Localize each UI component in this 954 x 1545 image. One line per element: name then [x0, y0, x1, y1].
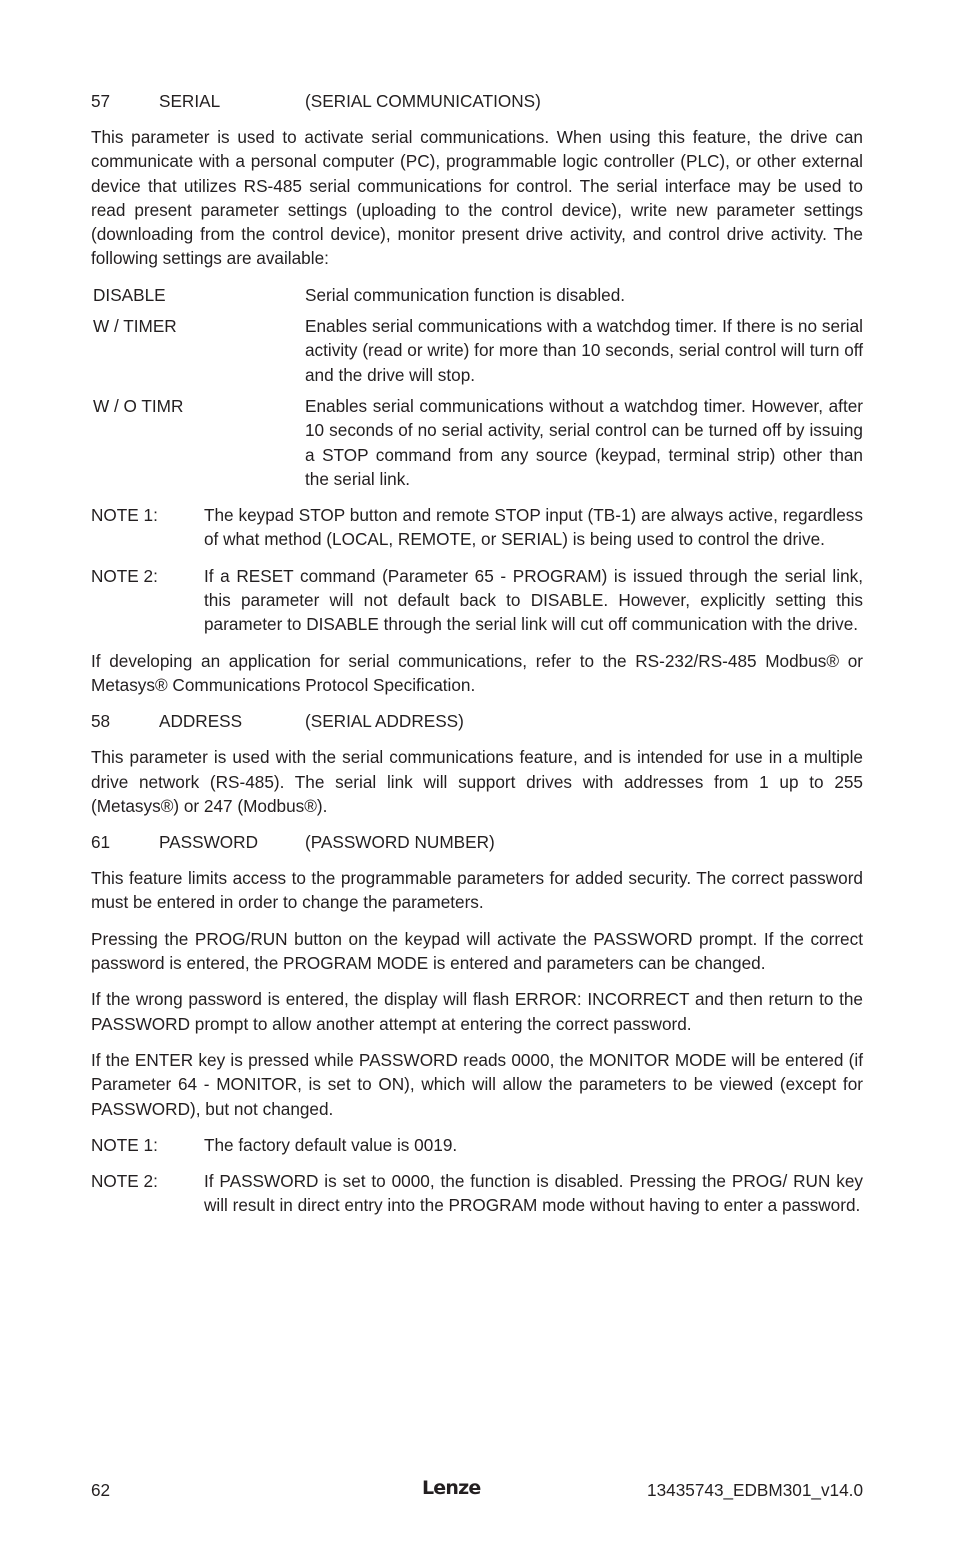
note-label: NOTE 1: [91, 505, 158, 526]
section-number: 58 [91, 711, 111, 732]
document-id: 13435743_EDBM301_v14.0 [647, 1480, 863, 1500]
setting-desc: Serial communication function is disabled. [305, 284, 626, 305]
password-paragraph: If the wrong password is entered, the display will flash ERROR: INCORRECT and then return to the PASSWORD prompt to allow another attempt at entering the correct password. [91, 989, 863, 1034]
note-text: If PASSWORD is set to 0000, the function is disabled. Pressing the PROG/ RUN key will result in direct entry into the PROGRAM mode without having to enter a password. [204, 1171, 863, 1216]
section-title: (PASSWORD NUMBER) [305, 832, 495, 853]
serial-closing: If developing an application for serial communications, refer to the RS-232/RS-485 Modbus® or Metasys® Communications Protocol Specification. [91, 650, 863, 695]
setting-key: DISABLE [93, 284, 166, 305]
setting-key: W / TIMER [93, 316, 177, 337]
section-code: SERIAL [159, 91, 221, 111]
setting-desc: Enables serial communications without a watchdog timer. However, after 10 seconds of no serial activity, serial control can be turned off by issuing a STOP command from any source (keypad, terminal strip) other than the serial link. [305, 395, 863, 489]
note-text: If a RESET command (Parameter 65 - PROGRAM) is issued through the serial link, this parameter will not default back to DISABLE. However, explicitly setting this parameter to DISABLE through the serial link will cut off communication with the drive. [204, 565, 863, 635]
setting-row [91, 283, 863, 307]
note-label: NOTE 1: [91, 1134, 158, 1155]
password-paragraph: This feature limits access to the programmable parameters for added security. The correct password must be entered in order to change the parameters. [91, 868, 863, 913]
setting-key: W / O TIMR [93, 395, 184, 416]
setting-desc: Enables serial communications with a watchdog timer. If there is no serial activity (read or write) for more than 10 seconds, serial control will turn off and the drive will stop. [305, 316, 863, 385]
section-number: 61 [91, 832, 111, 853]
section-title: (SERIAL COMMUNICATIONS) [305, 91, 541, 111]
note [91, 1169, 863, 1218]
section-title: (SERIAL ADDRESS) [305, 711, 464, 732]
note [91, 503, 863, 552]
note-text: The keypad STOP button and remote STOP input (TB-1) are always active, regardless of what method (LOCAL, REMOTE, or SERIAL) is being used to control the drive. [204, 505, 863, 550]
setting-row [91, 314, 863, 387]
serial-settings-list [91, 283, 863, 491]
password-paragraph: If the ENTER key is pressed while PASSWORD reads 0000, the MONITOR MODE will be entered (if Parameter 64 - MONITOR, is set to ON), which will allow the parameters to be viewed (except for PASSWORD), but not changed. [91, 1049, 863, 1119]
page-content [91, 89, 863, 1230]
note [91, 1133, 863, 1157]
section-code: ADDRESS [159, 711, 243, 732]
note-text: The factory default value is 0019. [204, 1134, 458, 1155]
note-label: NOTE 2: [91, 565, 158, 586]
note [91, 564, 863, 637]
lenze-logo: Lenze [422, 1477, 481, 1499]
section-heading-password [91, 830, 863, 854]
password-paragraph: Pressing the PROG/RUN button on the keypad will activate the PASSWORD prompt. If the correct password is entered, the PROGRAM MODE is entered and parameters can be changed. [91, 928, 863, 974]
serial-intro: This parameter is used to activate serial communications. When using this feature, the drive can communicate with a personal computer (PC), programmable logic controller (PLC), or other external device that utilizes RS-485 serial communications for control. The serial interface may be used to read present parameter settings (uploading to the control device), write new parameter settings (downloading from the control device), monitor present drive activity, and control drive activity. The following settings are available: [91, 127, 863, 269]
section-code: PASSWORD [159, 832, 258, 853]
setting-row [91, 394, 863, 491]
page-number: 62 [91, 1480, 111, 1500]
address-body: This parameter is used with the serial communications feature, and is intended for use in a multiple drive network (RS-485). The serial link will support drives with addresses from 1 up to 255 (Metasys®) or 247 (Modbus®). [91, 747, 863, 816]
page-footer [91, 1476, 863, 1502]
note-label: NOTE 2: [91, 1171, 158, 1192]
section-number: 57 [91, 91, 111, 111]
section-heading-address [91, 709, 863, 733]
section-heading-serial [91, 89, 863, 113]
